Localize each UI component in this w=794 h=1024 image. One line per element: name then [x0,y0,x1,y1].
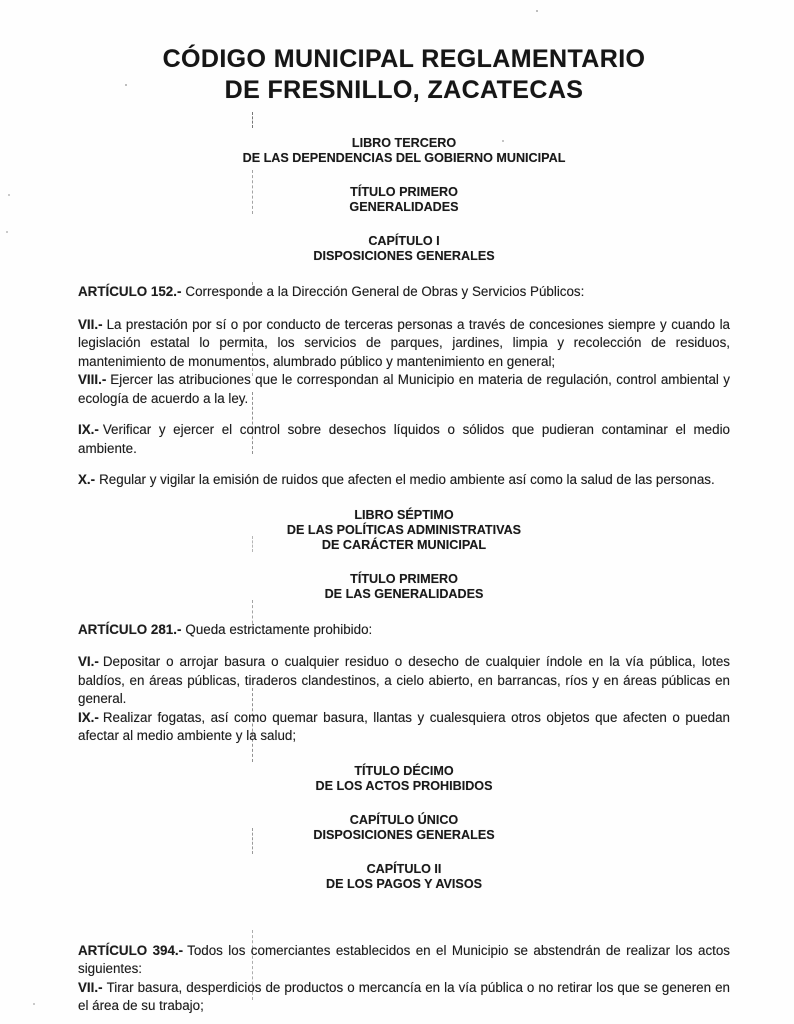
articulo-394-text: Todos los comerciantes establecidos en el Municipio se abstendrán de realizar los actos siguientes: [78,942,731,976]
fraccion-x-152 [78,471,730,490]
heading-line: DE LAS GENERALIDADES [324,586,484,601]
heading-line: CAPÍTULO I [368,234,440,248]
fraccion-viii-152-label: VIII.- [78,372,107,387]
fraccion-ix-281 [78,709,730,746]
document-title [78,44,730,106]
heading-capitulo-i [78,234,730,264]
articulo-152-text: Corresponde a la Dirección General de Obras y Servicios Públicos: [185,284,585,299]
fraccion-vii-394-label: VII.- [78,979,103,995]
articulo-281-text: Queda estrictamente prohibido: [185,621,373,637]
articulo-394 [78,942,730,979]
heading-line: DE CARÁCTER MUNICIPAL [321,537,487,552]
fraccion-ix-152-text: Verificar y ejercer el control sobre desechos líquidos o sólidos que pudieran contaminar el medio ambiente. [78,422,730,456]
scan-speck [6,231,8,233]
fraccion-ix-152 [78,421,730,458]
articulo-152 [78,283,730,302]
fraccion-viii-152 [78,371,730,408]
fraccion-viii-152-text: Ejercer las atribuciones que le correspondan al Municipio en materia de regulación, control ambiental y ecología de acuerdo a la ley. [78,372,730,406]
fraccion-vii-394 [78,979,730,1016]
heading-line: CAPÍTULO II [366,861,442,876]
document-title-line2: DE FRESNILLO, ZACATECAS [224,76,584,104]
fraccion-x-152-text: Regular y vigilar la emisión de ruidos que afecten el medio ambiente así como la salud de las personas. [99,472,715,487]
heading-capitulo-ii [78,862,730,892]
fraccion-ix-281-text: Realizar fogatas, así como quemar basura, llantas y cualesquiera otros objetos que afecten o puedan afectar al medio ambiente y la salud; [78,709,730,743]
fraccion-ix-281-label: IX.- [78,709,99,725]
heading-titulo-primero-generalidades [78,572,730,602]
fraccion-x-152-label: X.- [78,472,96,487]
heading-line: TÍTULO PRIMERO [350,185,458,199]
fraccion-vii-152-text: La prestación por sí o por conducto de terceras personas a través de concesiones siempre y cuando la legislación estatal lo permita, los servicios de parques, jardines, limpia y recolección de residuos, mantenimiento de monumentos, alumbrado público y mantenimiento en general; [78,316,730,369]
articulo-281-label: ARTÍCULO 281.- [78,621,182,637]
heading-capitulo-unico [78,813,730,843]
scan-speck [33,1003,35,1005]
fraccion-vii-152 [78,316,730,372]
heading-line: TÍTULO DÉCIMO [354,763,454,778]
document-content [78,44,730,1024]
fraccion-vii-152-label: VII.- [78,316,103,332]
heading-titulo-primero [78,185,730,215]
heading-line: LIBRO TERCERO [351,136,457,150]
heading-line: CAPÍTULO ÚNICO [349,812,459,827]
heading-libro-tercero [78,136,730,166]
heading-titulo-decimo [78,764,730,794]
heading-line: DE LAS DEPENDENCIAS DEL GOBIERNO MUNICIPAL [242,151,566,165]
fraccion-vi-281-label: VI.- [78,654,99,669]
heading-libro-septimo [78,508,730,553]
articulo-394-label: ARTÍCULO 394.- [78,942,184,958]
heading-line: DISPOSICIONES GENERALES [313,827,495,842]
heading-line: GENERALIDADES [349,200,459,214]
fraccion-vii-394-text: Tirar basura, desperdicios de productos o mercancía en la vía pública o no retirar los que se generen en el área de su trabajo; [78,979,730,1013]
heading-line: LIBRO SÉPTIMO [354,507,454,522]
fraccion-vi-281 [78,653,730,709]
heading-line: DISPOSICIONES GENERALES [313,249,495,263]
fraccion-ix-152-label: IX.- [78,422,99,437]
document-title-line1: CÓDIGO MUNICIPAL REGLAMENTARIO [162,45,646,73]
heading-line: TÍTULO PRIMERO [350,571,458,586]
heading-line: DE LAS POLÍTICAS ADMINISTRATIVAS [286,522,522,537]
articulo-152-label: ARTÍCULO 152.- [78,284,182,299]
fraccion-vi-281-text: Depositar o arrojar basura o cualquier residuo o desecho de cualquier índole en la vía pública, lotes baldíos, en áreas públicas, tiraderos clandestinos, a cielo abierto, en barrancas, ríos y en áreas públicas en general. [78,654,730,706]
scan-speck [536,10,538,12]
heading-line: DE LOS ACTOS PROHIBIDOS [315,778,493,793]
articulo-281 [78,621,730,640]
scan-speck [8,194,10,196]
heading-line: DE LOS PAGOS Y AVISOS [325,876,483,891]
